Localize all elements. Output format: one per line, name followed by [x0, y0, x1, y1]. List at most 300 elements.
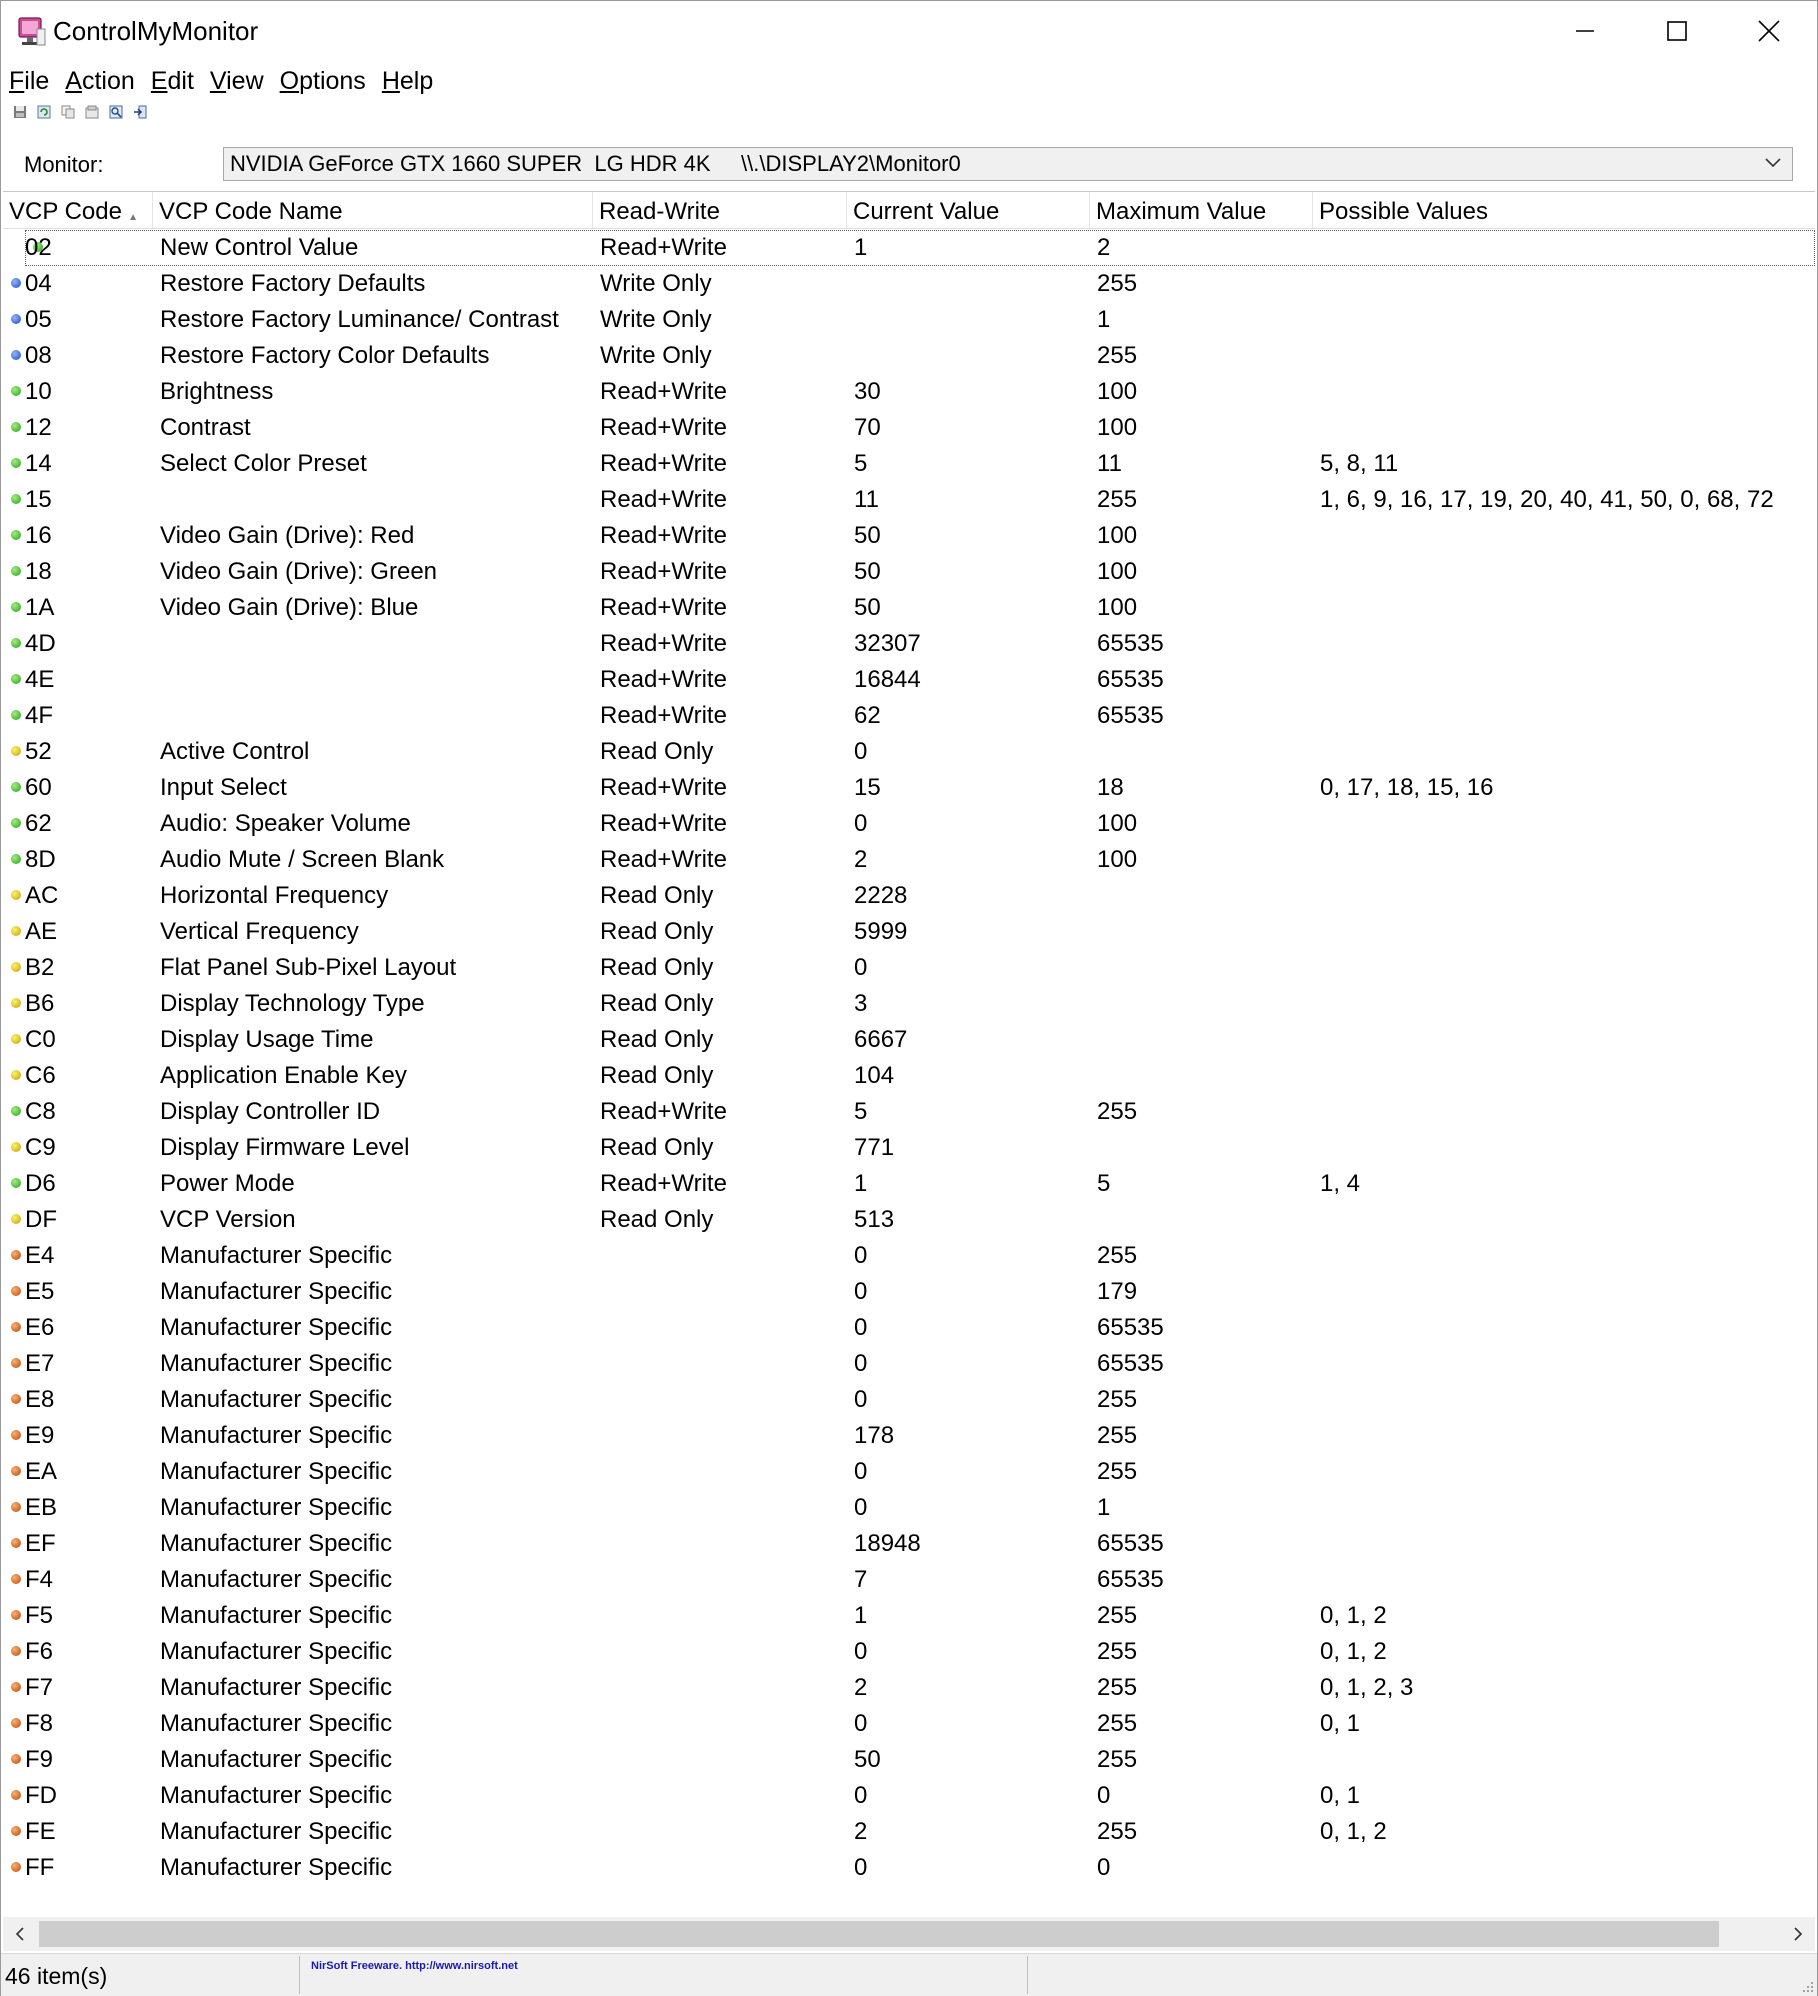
- cell-current: 0: [854, 1494, 868, 1521]
- cell-current: 32307: [854, 630, 921, 657]
- cell-rw: Read+Write: [600, 378, 727, 405]
- cell-current: 0: [854, 1710, 868, 1737]
- cell-rw: Read+Write: [600, 774, 727, 801]
- status-dot-icon: [11, 1322, 21, 1332]
- cell-max: 2: [1097, 234, 1111, 261]
- cell-rw: Read+Write: [600, 1170, 727, 1197]
- cell-name: Manufacturer Specific: [160, 1386, 393, 1413]
- table-row[interactable]: [25, 230, 1815, 266]
- table-row[interactable]: [3, 302, 1815, 338]
- cell-code: E4: [25, 1242, 55, 1269]
- find-icon: [109, 105, 123, 119]
- cell-name: Manufacturer Specific: [160, 1674, 393, 1701]
- table-row[interactable]: [3, 950, 1815, 986]
- cell-code: EA: [25, 1458, 58, 1485]
- copy-button[interactable]: [59, 103, 77, 121]
- cell-code: C6: [25, 1062, 56, 1089]
- column-header-vcp-code[interactable]: [3, 192, 153, 228]
- cell-current: 7: [854, 1566, 868, 1593]
- refresh-icon: [37, 105, 51, 119]
- cell-max: 100: [1097, 414, 1138, 441]
- cell-name: Contrast: [160, 414, 251, 441]
- cell-max: 255: [1097, 1602, 1138, 1629]
- horizontal-scrollbar[interactable]: [3, 1917, 1815, 1951]
- cell-current: 0: [854, 1242, 868, 1269]
- cell-rw: Read+Write: [600, 522, 727, 549]
- table-row[interactable]: [3, 1778, 1815, 1814]
- save-button[interactable]: [11, 103, 29, 121]
- cell-current: 0: [854, 1854, 868, 1881]
- table-row[interactable]: [3, 1490, 1815, 1526]
- table-row[interactable]: [3, 1850, 1815, 1886]
- cell-current: 16844: [854, 666, 921, 693]
- cell-code: F9: [25, 1746, 54, 1773]
- cell-name: Manufacturer Specific: [160, 1278, 393, 1305]
- column-header-read-write[interactable]: Read-Write: [593, 192, 847, 228]
- cell-name: Select Color Preset: [160, 450, 367, 477]
- cell-code: FF: [25, 1854, 55, 1881]
- status-dot-icon: [11, 818, 21, 828]
- table-row[interactable]: [3, 482, 1815, 518]
- status-dot-icon: [11, 1250, 21, 1260]
- cell-rw: Read+Write: [600, 558, 727, 585]
- status-dot-icon: [11, 1574, 21, 1584]
- cell-name: Display Controller ID: [160, 1098, 381, 1125]
- cell-current: 0: [854, 1638, 868, 1665]
- monitor-dropdown-value: NVIDIA GeForce GTX 1660 SUPER LG HDR 4K \\.\DISPLAY2\Monitor0: [230, 151, 961, 176]
- monitor-dropdown[interactable]: [223, 147, 1793, 181]
- cell-name: Manufacturer Specific: [160, 1350, 393, 1377]
- cell-current: 0: [854, 738, 868, 765]
- table-row[interactable]: [3, 1526, 1815, 1562]
- cell-rw: Read+Write: [600, 666, 727, 693]
- cell-name: Video Gain (Drive): Red: [160, 522, 415, 549]
- cell-current: 30: [854, 378, 881, 405]
- sort-ascending-icon: ▲: [128, 212, 138, 223]
- cell-max: 18: [1097, 774, 1124, 801]
- table-row[interactable]: [3, 1562, 1815, 1598]
- cell-current: 0: [854, 810, 868, 837]
- cell-max: 255: [1097, 1098, 1138, 1125]
- cell-current: 50: [854, 558, 881, 585]
- cell-code: E5: [25, 1278, 55, 1305]
- cell-code: E6: [25, 1314, 55, 1341]
- status-dot-icon: [11, 1466, 21, 1476]
- cell-name: Manufacturer Specific: [160, 1854, 393, 1881]
- status-dot-icon: [11, 746, 21, 756]
- minimize-button[interactable]: [1539, 1, 1631, 61]
- cell-max: 65535: [1097, 1530, 1164, 1557]
- cell-max: 255: [1097, 1386, 1138, 1413]
- cell-rw: Read Only: [600, 1062, 714, 1089]
- cell-code: F4: [25, 1566, 54, 1593]
- cell-max: 100: [1097, 846, 1138, 873]
- cell-rw: Read Only: [600, 1026, 714, 1053]
- cell-rw: Read+Write: [600, 450, 727, 477]
- table-row[interactable]: [3, 554, 1815, 590]
- cell-name: Manufacturer Specific: [160, 1242, 393, 1269]
- status-dot-icon: [11, 1142, 21, 1152]
- table-row[interactable]: [3, 626, 1815, 662]
- cell-code: B6: [25, 990, 55, 1017]
- cell-max: 100: [1097, 558, 1138, 585]
- table-row[interactable]: [3, 1706, 1815, 1742]
- cell-code: 02: [25, 234, 52, 261]
- cell-rw: Read+Write: [600, 702, 727, 729]
- cell-max: 11: [1097, 450, 1122, 477]
- cell-code: FD: [25, 1782, 57, 1809]
- table-row[interactable]: [3, 1238, 1815, 1274]
- cell-rw: Write Only: [600, 342, 712, 369]
- menu-file[interactable]: File: [9, 67, 50, 95]
- status-dot-icon: [11, 1538, 21, 1548]
- chevron-right-icon: [1793, 1926, 1803, 1942]
- status-bar: [1, 1953, 1817, 1996]
- scroll-left-button[interactable]: [3, 1917, 37, 1951]
- find-button[interactable]: [107, 103, 125, 121]
- cell-max: 255: [1097, 1458, 1138, 1485]
- cell-possible: 0, 17, 18, 15, 16: [1320, 774, 1494, 801]
- cell-current: 2: [854, 1818, 868, 1845]
- table-row[interactable]: [3, 338, 1815, 374]
- cell-name: VCP Version: [160, 1206, 296, 1233]
- status-dot-icon: [11, 782, 21, 792]
- table-row[interactable]: [3, 518, 1815, 554]
- cell-code: 10: [25, 378, 52, 405]
- table-row[interactable]: [3, 698, 1815, 734]
- cell-current: 0: [854, 1386, 868, 1413]
- cell-current: 50: [854, 1746, 881, 1773]
- menu-help[interactable]: Help: [381, 67, 434, 95]
- cell-current: 513: [854, 1206, 895, 1233]
- status-dot-icon: [11, 674, 21, 684]
- cell-code: 62: [25, 810, 52, 837]
- cell-rw: Read Only: [600, 954, 714, 981]
- cell-name: Manufacturer Specific: [160, 1566, 393, 1593]
- cell-possible: 0, 1, 2, 3: [1320, 1674, 1414, 1701]
- cell-name: Manufacturer Specific: [160, 1494, 393, 1521]
- cell-rw: Write Only: [600, 306, 712, 333]
- cell-rw: Read Only: [600, 990, 714, 1017]
- table-row[interactable]: [3, 1814, 1815, 1850]
- table-row[interactable]: [3, 770, 1815, 806]
- cell-max: 255: [1097, 1638, 1138, 1665]
- cell-current: 0: [854, 1350, 868, 1377]
- monitor-app-icon: [15, 15, 47, 47]
- cell-rw: Read+Write: [600, 630, 727, 657]
- cell-code: E8: [25, 1386, 55, 1413]
- cell-max: 5: [1097, 1170, 1111, 1197]
- cell-name: Manufacturer Specific: [160, 1314, 393, 1341]
- column-header-vcp-code-name[interactable]: VCP Code Name: [153, 192, 593, 228]
- table-row[interactable]: [3, 1454, 1815, 1490]
- table-row[interactable]: [3, 1382, 1815, 1418]
- toolbar: [11, 101, 149, 123]
- cell-code: AC: [25, 882, 59, 909]
- cell-name: Display Firmware Level: [160, 1134, 410, 1161]
- cell-max: 255: [1097, 342, 1138, 369]
- cell-code: 52: [25, 738, 52, 765]
- cell-current: 5999: [854, 918, 908, 945]
- cell-name: Manufacturer Specific: [160, 1458, 393, 1485]
- monitor-selector-row: [1, 141, 1817, 191]
- cell-code: C9: [25, 1134, 56, 1161]
- status-dot-icon: [11, 1646, 21, 1656]
- table-row[interactable]: [3, 446, 1815, 482]
- table-row[interactable]: [3, 590, 1815, 626]
- status-dot-icon: [11, 602, 21, 612]
- cell-code: 04: [25, 270, 52, 297]
- table-row[interactable]: [3, 1166, 1815, 1202]
- scrollbar-thumb[interactable]: [39, 1921, 1719, 1947]
- cell-name: Manufacturer Specific: [160, 1530, 393, 1557]
- maximize-button[interactable]: [1631, 1, 1723, 61]
- cell-name: Manufacturer Specific: [160, 1602, 393, 1629]
- status-dot-icon: [11, 1106, 21, 1116]
- cell-name: Restore Factory Color Defaults: [160, 342, 490, 369]
- cell-rw: Read Only: [600, 882, 714, 909]
- vcp-code-list[interactable]: [3, 191, 1815, 1916]
- cell-rw: Read+Write: [600, 234, 727, 261]
- column-header-current-value[interactable]: Current Value: [847, 192, 1090, 228]
- cell-current: 1: [854, 1170, 868, 1197]
- cell-current: 2: [854, 846, 868, 873]
- cell-possible: 5, 8, 11: [1320, 450, 1399, 477]
- chevron-down-icon: [1764, 157, 1782, 169]
- cell-code: F8: [25, 1710, 54, 1737]
- cell-name: Application Enable Key: [160, 1062, 407, 1089]
- status-dot-icon: [11, 1286, 21, 1296]
- status-dot-icon: [11, 998, 21, 1008]
- refresh-button[interactable]: [35, 103, 53, 121]
- cell-max: 100: [1097, 522, 1138, 549]
- cell-max: 255: [1097, 1818, 1138, 1845]
- status-divider: [299, 1956, 300, 1994]
- cell-possible: 1, 4: [1320, 1170, 1361, 1197]
- cell-code: F7: [25, 1674, 54, 1701]
- cell-code: 8D: [25, 846, 56, 873]
- cell-code: E7: [25, 1350, 55, 1377]
- cell-name: Brightness: [160, 378, 274, 405]
- cell-current: 18948: [854, 1530, 921, 1557]
- status-dot-icon: [11, 1394, 21, 1404]
- table-row[interactable]: [3, 1346, 1815, 1382]
- table-row[interactable]: [3, 1742, 1815, 1778]
- cell-current: 771: [854, 1134, 895, 1161]
- scroll-right-button[interactable]: [1781, 1917, 1815, 1951]
- table-row[interactable]: [3, 734, 1815, 770]
- copy-icon: [61, 105, 75, 119]
- cell-code: C8: [25, 1098, 56, 1125]
- cell-code: AE: [25, 918, 58, 945]
- cell-max: 255: [1097, 1242, 1138, 1269]
- cell-max: 255: [1097, 486, 1138, 513]
- menu-options[interactable]: Options: [279, 67, 366, 95]
- table-row[interactable]: [3, 1022, 1815, 1058]
- cell-code: 16: [25, 522, 52, 549]
- cell-max: 65535: [1097, 1314, 1164, 1341]
- cell-name: Horizontal Frequency: [160, 882, 389, 909]
- cell-current: 2: [854, 1674, 868, 1701]
- table-row[interactable]: [3, 842, 1815, 878]
- monitor-label: Monitor:: [24, 152, 104, 177]
- cell-current: 5: [854, 1098, 868, 1125]
- column-header-maximum-value[interactable]: Maximum Value: [1090, 192, 1313, 228]
- menu-view[interactable]: View: [209, 67, 264, 95]
- status-dot-icon: [11, 1214, 21, 1224]
- cell-max: 179: [1097, 1278, 1138, 1305]
- cell-code: B2: [25, 954, 55, 981]
- cell-current: 15: [854, 774, 881, 801]
- resize-grip-icon[interactable]: [1799, 1978, 1815, 1994]
- cell-code: 4F: [25, 702, 54, 729]
- cell-name: Display Technology Type: [160, 990, 425, 1017]
- list-rows: [3, 230, 1815, 1886]
- status-dot-icon: [11, 1826, 21, 1836]
- table-row[interactable]: [3, 914, 1815, 950]
- cell-name: Vertical Frequency: [160, 918, 359, 945]
- cell-code: FE: [25, 1818, 56, 1845]
- cell-current: 50: [854, 594, 881, 621]
- cell-name: Input Select: [160, 774, 287, 801]
- status-dot-icon: [11, 458, 21, 468]
- table-row[interactable]: [3, 878, 1815, 914]
- table-row[interactable]: [3, 1634, 1815, 1670]
- status-divider: [1027, 1956, 1028, 1994]
- cell-name: Power Mode: [160, 1170, 295, 1197]
- window-title: ControlMyMonitor: [53, 16, 259, 46]
- menu-edit[interactable]: Edit: [150, 67, 194, 95]
- title-bar[interactable]: [1, 1, 1817, 61]
- cell-max: 100: [1097, 594, 1138, 621]
- cell-current: 1: [854, 1602, 868, 1629]
- status-dot-icon: [11, 566, 21, 576]
- cell-rw: Write Only: [600, 270, 712, 297]
- status-dot-icon: [11, 1718, 21, 1728]
- cell-max: 255: [1097, 1710, 1138, 1737]
- table-row[interactable]: [3, 1310, 1815, 1346]
- item-count: 46 item(s): [5, 1963, 108, 1989]
- status-dot-icon: [11, 638, 21, 648]
- cell-possible: 0, 1, 2: [1320, 1818, 1387, 1845]
- menu-bar: [1, 63, 441, 99]
- properties-button[interactable]: [83, 103, 101, 121]
- status-dot-icon: [11, 386, 21, 396]
- cell-current: 2228: [854, 882, 908, 909]
- cell-code: EB: [25, 1494, 58, 1521]
- cell-code: 14: [25, 450, 52, 477]
- cell-rw: Read Only: [600, 738, 714, 765]
- cell-possible: 1, 6, 9, 16, 17, 19, 20, 40, 41, 50, 0, 68, 72: [1320, 486, 1774, 513]
- cell-max: 255: [1097, 1746, 1138, 1773]
- cell-max: 255: [1097, 270, 1138, 297]
- list-header: [3, 192, 1815, 229]
- cell-current: 104: [854, 1062, 895, 1089]
- cell-code: 60: [25, 774, 52, 801]
- column-header-label: VCP Code: [9, 198, 122, 225]
- table-row[interactable]: [3, 266, 1815, 302]
- cell-code: 05: [25, 306, 52, 333]
- table-row[interactable]: [3, 1274, 1815, 1310]
- status-dot-icon: [11, 890, 21, 900]
- close-button[interactable]: [1723, 1, 1815, 61]
- cell-code: EF: [25, 1530, 56, 1557]
- table-row[interactable]: [3, 1094, 1815, 1130]
- cell-max: 1: [1097, 1494, 1111, 1521]
- cell-current: 1: [854, 234, 868, 261]
- table-row[interactable]: [3, 1130, 1815, 1166]
- status-dot-icon: [11, 962, 21, 972]
- table-row[interactable]: [3, 986, 1815, 1022]
- cell-code: D6: [25, 1170, 56, 1197]
- exit-icon: [133, 105, 147, 119]
- properties-icon: [85, 105, 99, 119]
- table-row[interactable]: [3, 806, 1815, 842]
- cell-name: Manufacturer Specific: [160, 1818, 393, 1845]
- table-row[interactable]: [3, 1418, 1815, 1454]
- status-dot-icon: [11, 1790, 21, 1800]
- cell-current: 70: [854, 414, 881, 441]
- cell-current: 3: [854, 990, 868, 1017]
- cell-max: 1: [1097, 306, 1111, 333]
- cell-name: Audio: Speaker Volume: [160, 810, 411, 837]
- status-dot-icon: [11, 1070, 21, 1080]
- table-row[interactable]: [3, 1670, 1815, 1706]
- status-dot-icon: [11, 314, 21, 324]
- table-row[interactable]: [3, 662, 1815, 698]
- column-header-possible-values[interactable]: Possible Values: [1319, 198, 1488, 225]
- cell-rw: Read Only: [600, 1134, 714, 1161]
- cell-code: F6: [25, 1638, 54, 1665]
- cell-code: 08: [25, 342, 52, 369]
- cell-code: DF: [25, 1206, 57, 1233]
- cell-name: Active Control: [160, 738, 310, 765]
- cell-max: 255: [1097, 1422, 1138, 1449]
- cell-current: 62: [854, 702, 881, 729]
- status-dot-icon: [11, 1178, 21, 1188]
- cell-current: 5: [854, 450, 868, 477]
- cell-name: Restore Factory Defaults: [160, 270, 426, 297]
- cell-code: 4D: [25, 630, 56, 657]
- status-dot-icon: [11, 1610, 21, 1620]
- exit-button[interactable]: [131, 103, 149, 121]
- table-row[interactable]: [3, 374, 1815, 410]
- table-row[interactable]: [3, 1058, 1815, 1094]
- cell-current: 0: [854, 954, 868, 981]
- cell-code: 1A: [25, 594, 55, 621]
- status-dot-icon: [11, 422, 21, 432]
- table-row[interactable]: [3, 1598, 1815, 1634]
- cell-name: Restore Factory Luminance/ Contrast: [160, 306, 559, 333]
- cell-code: E9: [25, 1422, 55, 1449]
- cell-current: 0: [854, 1458, 868, 1485]
- status-dot-icon: [11, 1682, 21, 1692]
- cell-max: 0: [1097, 1854, 1111, 1881]
- close-icon: [1758, 20, 1780, 42]
- cell-possible: 0, 1: [1320, 1782, 1361, 1809]
- cell-possible: 0, 1, 2: [1320, 1602, 1387, 1629]
- cell-name: Manufacturer Specific: [160, 1422, 393, 1449]
- cell-name: Manufacturer Specific: [160, 1782, 393, 1809]
- cell-code: C0: [25, 1026, 56, 1053]
- maximize-icon: [1667, 21, 1687, 41]
- cell-rw: Read+Write: [600, 414, 727, 441]
- table-row[interactable]: [3, 1202, 1815, 1238]
- table-row[interactable]: [3, 410, 1815, 446]
- nirsoft-link[interactable]: NirSoft Freeware. http://www.nirsoft.net: [311, 1960, 518, 1972]
- cell-name: Video Gain (Drive): Green: [160, 558, 438, 585]
- menu-action[interactable]: Action: [65, 67, 135, 95]
